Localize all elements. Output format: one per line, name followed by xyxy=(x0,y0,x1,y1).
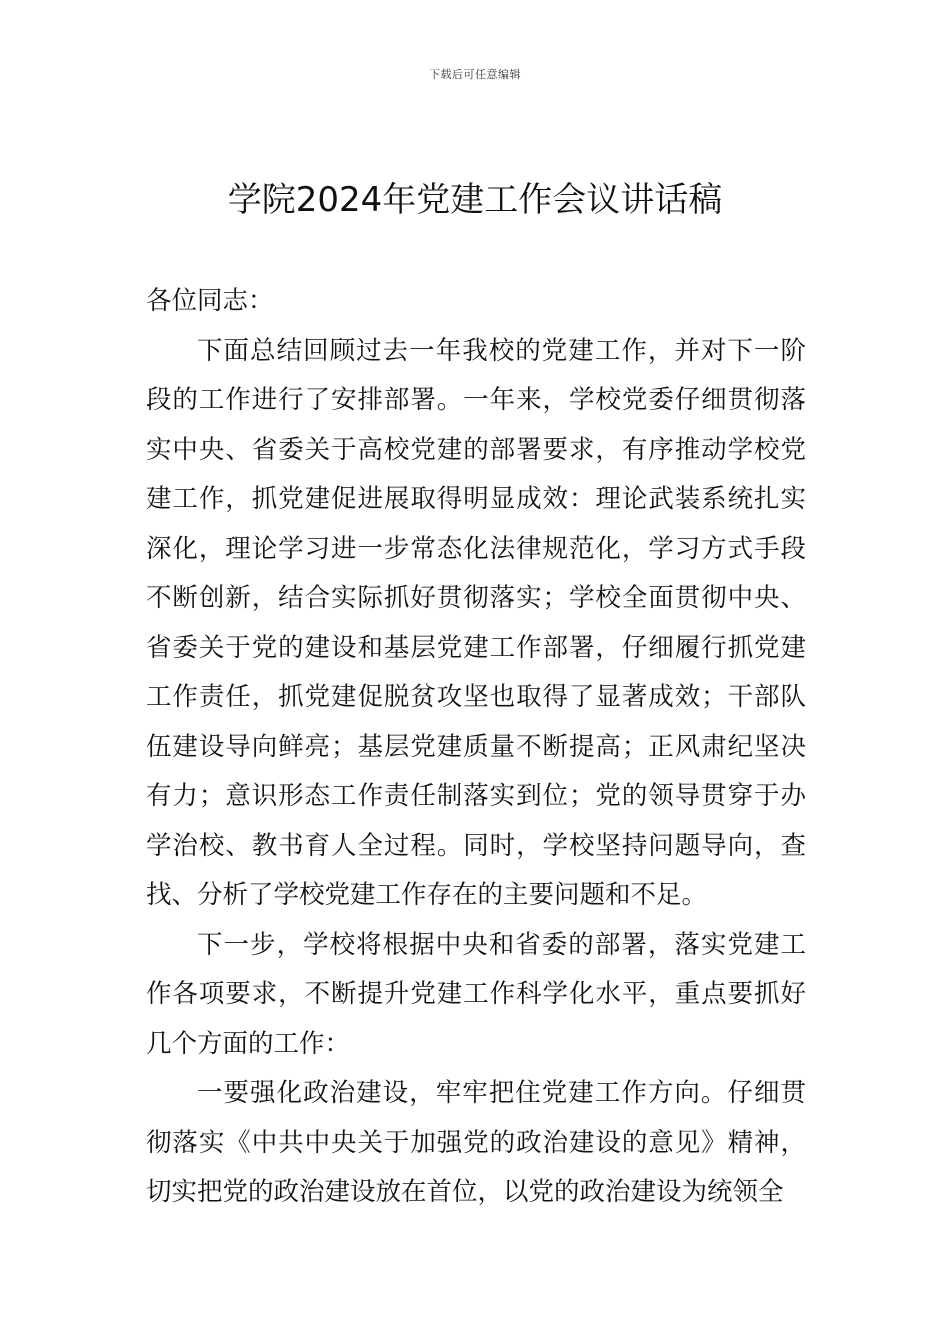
paragraph-summary: 下面总结回顾过去一年我校的党建工作，并对下一阶段的工作进行了安排部署。一年来，学校党委仔细贯彻落实中央、省委关于高校党建的部署要求，有序推动学校党建工作，抓党建促进展取得明显成效：理论武装系统扎实深化，理论学习进一步常态化法律规范化，学习方式手段不断创新，结合实际抓好贯彻落实；学校全面贯彻中央、省委关于党的建设和基层党建工作部署，仔细履行抓党建工作责任，抓党建促脱贫攻坚也取得了显著成效；干部队伍建设导向鲜亮；基层党建质量不断提高；正风肃纪坚决有力；意识形态工作责任制落实到位；党的领导贯穿于办学治校、教书育人全过程。同时，学校坚持问题导向，查找、分析了学校党建工作存在的主要问题和不足。 xyxy=(146,335,806,910)
header-note: 下载后可任意编辑 xyxy=(429,68,521,81)
document-title: 学院2024年党建工作会议讲话稿 xyxy=(227,180,723,220)
document-body xyxy=(146,277,806,1218)
paragraph-political-building: 一要强化政治建设，牢牢把住党建工作方向。仔细贯彻落实《中共中央关于加强党的政治建设的意见》精神，切实把党的政治建设放在首位，以党的政治建设为统领全 xyxy=(146,1078,806,1207)
paragraph-next-steps: 下一步，学校将根据中央和省委的部署，落实党建工作各项要求，不断提升党建工作科学化水平，重点要抓好几个方面的工作： xyxy=(146,929,806,1059)
salutation: 各位同志： xyxy=(146,286,274,316)
